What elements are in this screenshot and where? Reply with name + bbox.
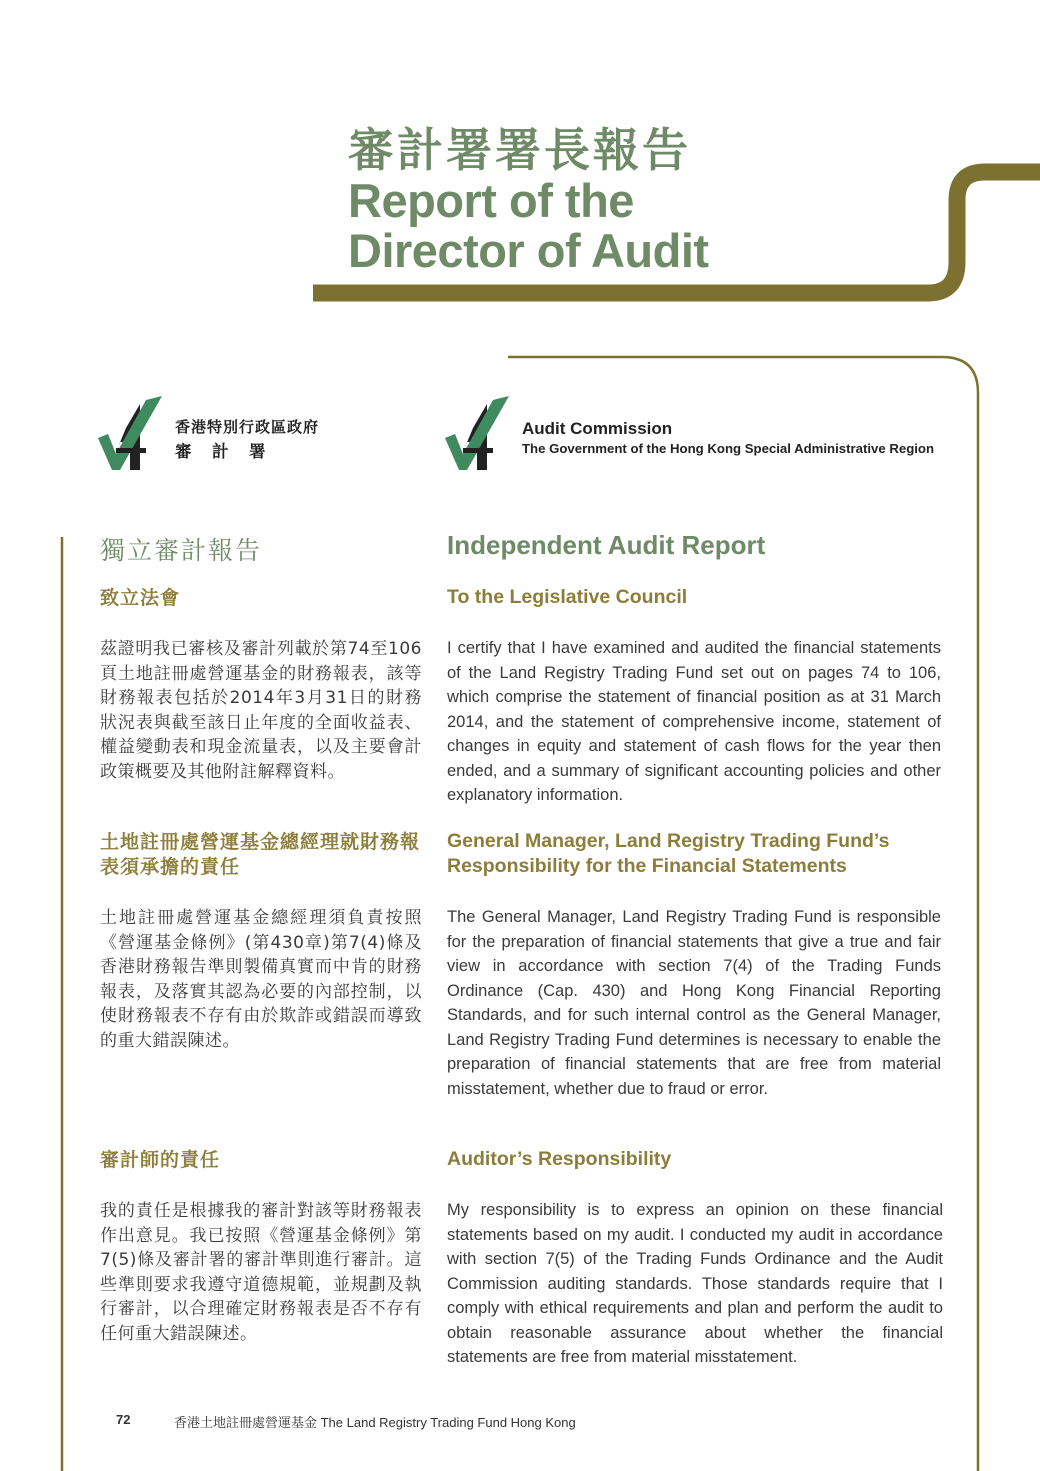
heading-3-english: Auditor’s Responsibility	[447, 1148, 672, 1170]
report-title-english: Independent Audit Report	[447, 530, 766, 560]
logo-char-1: 審	[175, 442, 192, 461]
logo-chinese-line1: 香港特別行政區政府	[175, 418, 320, 436]
logo-english-line1: Audit Commission	[522, 419, 673, 438]
heading-2-english: General Manager, Land Registry Trading Fund’s Responsibility for the Financial Statements	[447, 830, 890, 877]
addressee-chinese: 致立法會	[100, 587, 181, 609]
page-title-line1: Report of the	[348, 174, 634, 227]
footer-text: 香港土地註冊處營運基金 The Land Registry Trading Fund Hong Kong	[174, 1415, 576, 1430]
logo-char-3: 署	[249, 442, 266, 461]
page-title-english	[348, 176, 709, 276]
page-title-line2: Director of Audit	[348, 224, 709, 277]
paragraph-3-english: My responsibility is to express an opinion on these financial statements based on my audit. I conducted my audit in accordance with section 7(5) of the Trading Funds Ordinance and the Audit Commission auditing standards. Those standards require that I comply with ethical requirements and plan and perform the audit to obtain reasonable assurance about whether the financial statements are free from material misstatement.	[447, 1201, 943, 1366]
paragraph-2-chinese: 土地註冊處營運基金總經理須負責按照《營運基金條例》(第430章)第7(4)條及香港財務報告準則製備真實而中肯的財務報表，及落實其認為必要的內部控制，以使財務報表不存有由於欺詐或錯誤而導致的重大錯誤陳述。	[100, 908, 422, 1051]
addressee-english: To the Legislative Council	[447, 586, 688, 608]
heading-2-chinese: 土地註冊處營運基金總經理就財務報表須承擔的責任	[100, 831, 421, 878]
heading-3-chinese: 審計師的責任	[100, 1149, 221, 1171]
audit-commission-logo-icon	[96, 396, 168, 472]
page-number: 72	[116, 1412, 131, 1427]
report-title-chinese: 獨立審計報告	[100, 536, 263, 565]
logo-char-2: 計	[212, 442, 229, 461]
paragraph-1-english: I certify that I have examined and audited the financial statements of the Land Registry Trading Fund set out on pages 74 to 106, which comprise the statement of financial position as at 31 March 2014, and the statement of comprehensive income, statement of changes in equity and statement of cash flows for the year then ended, and a summary of significant accounting policies and other explanatory information.	[447, 639, 941, 804]
audit-commission-logo-icon	[443, 396, 515, 472]
paragraph-3-chinese: 我的責任是根據我的審計對該等財務報表作出意見。我已按照《營運基金條例》第7(5)條及審計署的審計準則進行審計。這些準則要求我遵守道德規範，並規劃及執行審計，以合理確定財務報表是否不存有任何重大錯誤陳述。	[100, 1201, 422, 1344]
logo-english-line2: The Government of the Hong Kong Special Administrative Region	[522, 441, 935, 456]
paragraph-2-english: The General Manager, Land Registry Trading Fund is responsible for the preparation of financial statements that give a true and fair view in accordance with section 7(4) of the Trading Funds Ordinance (Cap. 430) and Hong Kong Financial Reporting Standards, and for such internal control as the General Manager, Land Registry Trading Fund determines is necessary to enable the preparation of financial statements that are free from material misstatement, whether due to fraud or error.	[447, 908, 941, 1098]
logo-chinese-line2	[175, 438, 266, 462]
paragraph-1-chinese: 茲證明我已審核及審計列載於第74至106頁土地註冊處營運基金的財務報表，該等財務報表包括於2014年3月31日的財務狀況表與截至該日止年度的全面收益表、權益變動表和現金流量表，以及主要會計政策概要及其他附註解釋資料。	[100, 639, 422, 782]
page-title-chinese: 審計署署長報告	[348, 123, 691, 177]
